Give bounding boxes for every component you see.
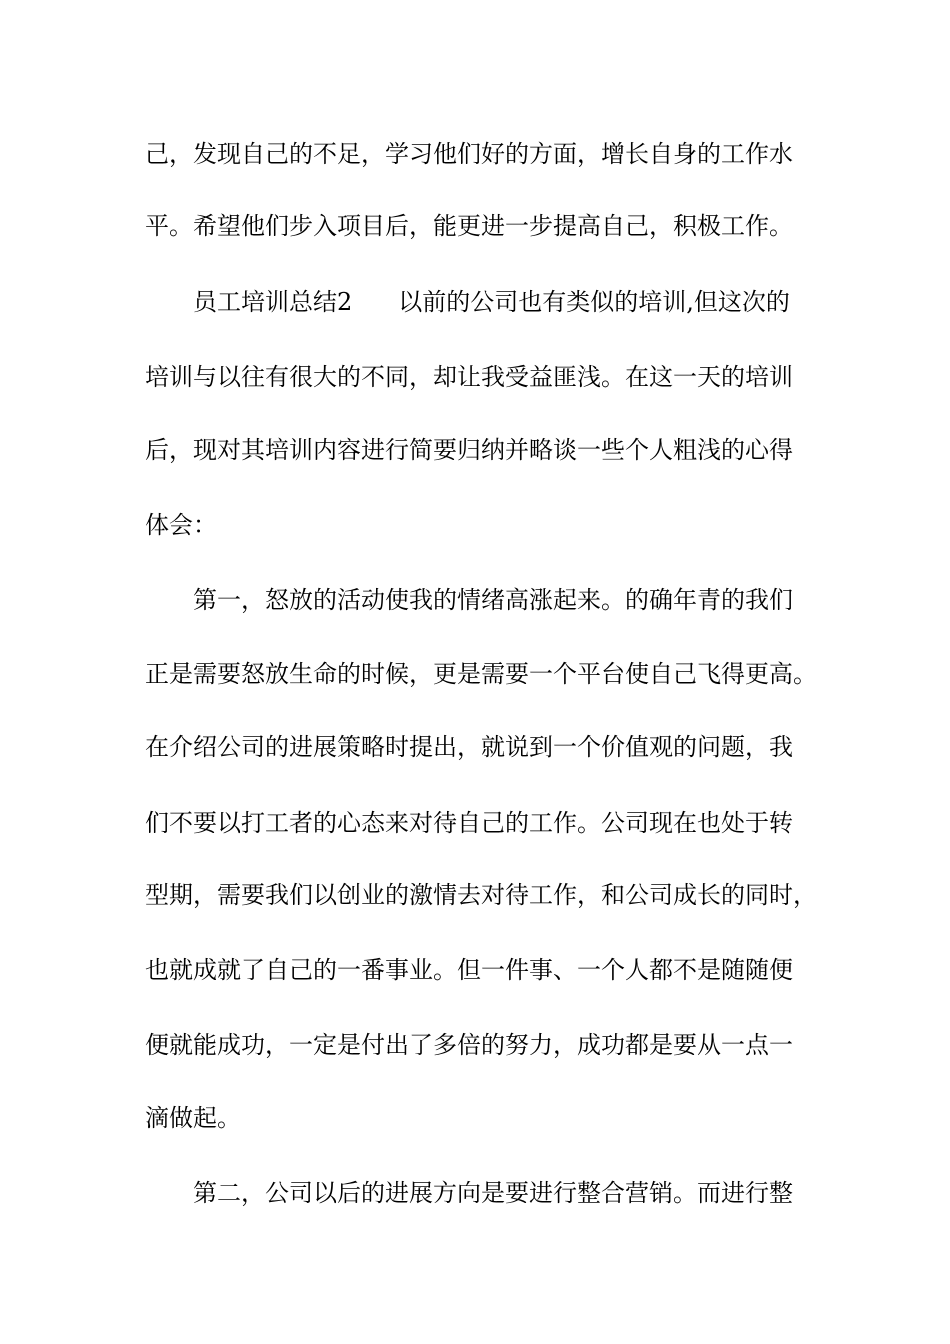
- text-line-content: 第一，怒放的活动使我的情绪高涨起来。的确年青的我们: [193, 586, 793, 614]
- text-line-content: 便就能成功，一定是付出了多倍的努力，成功都是要从一点一: [145, 1031, 793, 1059]
- text-line-content: 正是需要怒放生命的时候，更是需要一个平台使自己飞得更高。: [145, 660, 817, 688]
- text-line-content: 们不要以打工者的心态来对待自己的工作。公司现在也处于转: [145, 809, 793, 837]
- text-line-content: 后，现对其培训内容进行简要归纳并略谈一些个人粗浅的心得: [145, 436, 793, 464]
- text-line-content: 也就成就了自己的一番事业。但一件事、一个人都不是随随便: [145, 956, 793, 984]
- text-line-content: 体会：: [145, 511, 217, 539]
- text-line-content: 型期，需要我们以创业的激情去对待工作，和公司成长的同时，: [145, 881, 817, 909]
- text-line-content: 培训与以往有很大的不同，却让我受益匪浅。在这一天的培训: [145, 363, 793, 391]
- text-line: [145, 803, 793, 843]
- text-line-content: 以前的公司也有类似的培训,但这次的: [398, 288, 790, 316]
- text-line: [145, 206, 793, 246]
- text-line: [145, 1025, 793, 1065]
- text-line: [145, 654, 817, 694]
- text-line: [145, 727, 793, 767]
- text-line: [145, 1173, 793, 1213]
- text-line: [145, 505, 217, 545]
- text-line-content: 在介绍公司的进展策略时提出，就说到一个价值观的问题，我: [145, 733, 793, 761]
- section-heading: 员工培训总结2: [193, 288, 353, 316]
- text-line-content: 滴做起。: [145, 1104, 241, 1132]
- text-line: [145, 1098, 241, 1138]
- text-line: [145, 875, 817, 915]
- text-line-content: 平。希望他们步入项目后，能更进一步提高自己，积极工作。: [145, 212, 793, 240]
- text-line-content: 第二，公司以后的进展方向是要进行整合营销。而进行整: [193, 1179, 793, 1207]
- text-line: [145, 282, 790, 322]
- text-line: [145, 430, 793, 470]
- text-line: [145, 580, 793, 620]
- text-line: [145, 134, 793, 174]
- text-line: [145, 950, 793, 990]
- text-line-content: 己，发现自己的不足，学习他们好的方面，增长自身的工作水: [145, 140, 793, 168]
- text-line: [145, 357, 793, 397]
